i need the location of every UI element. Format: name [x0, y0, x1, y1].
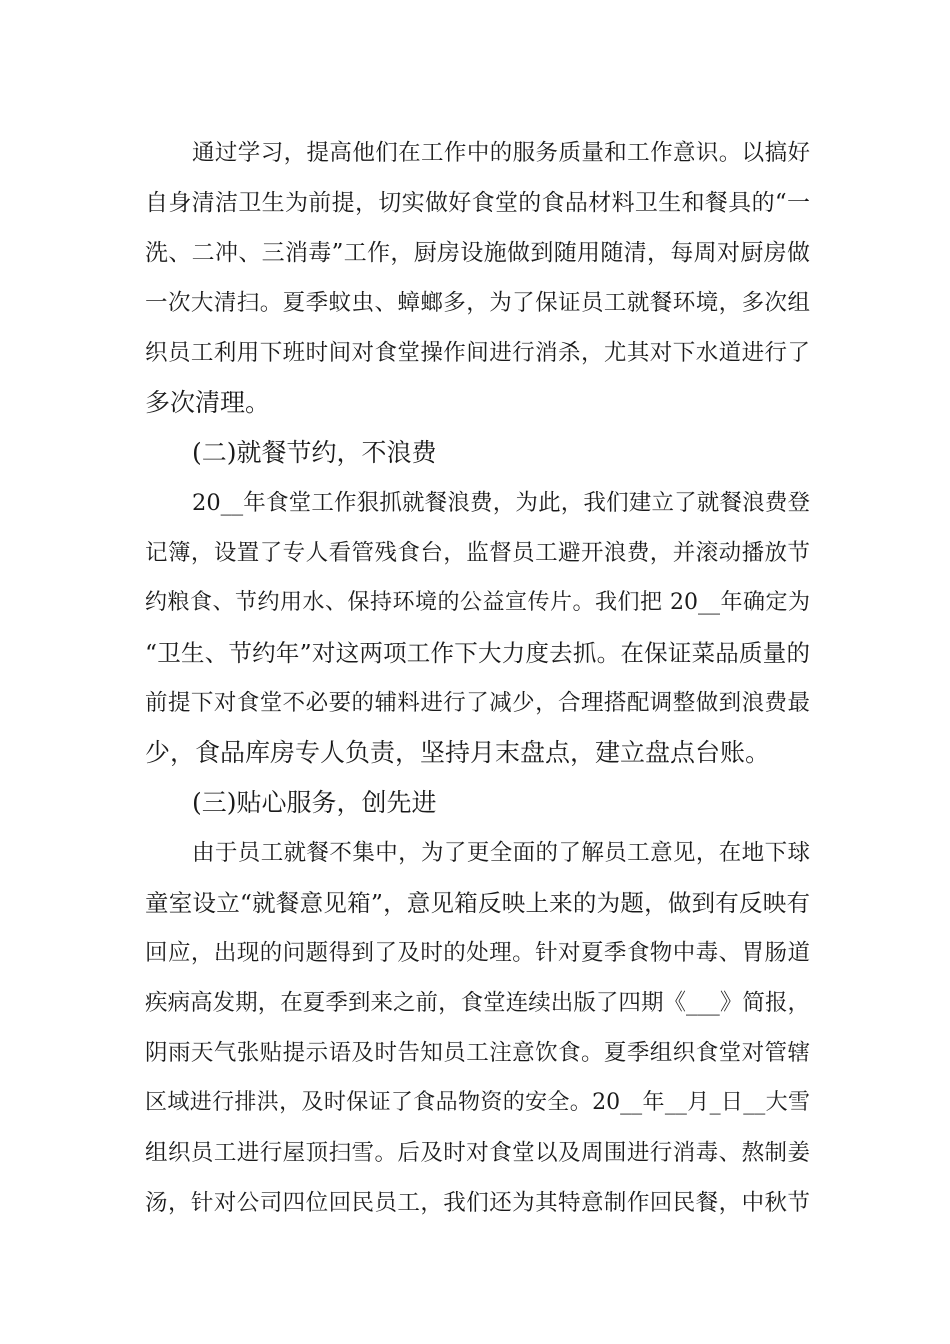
paragraph-1-line-3: 洗、二冲、三消毒”工作，厨房设施做到随用随清，每周对厨房做	[145, 240, 810, 266]
paragraph-2-line-6: 少，食品库房专人负责，坚持月末盘点，建立盘点台账。	[145, 738, 771, 767]
paragraph-1-line-6: 多次清理。	[145, 388, 271, 417]
paragraph-1-line-2: 自身清洁卫生为前提，切实做好食堂的食品材料卫生和餐具的“一	[145, 190, 810, 216]
paragraph-2-line-1: 20__年食堂工作狠抓就餐浪费，为此，我们建立了就餐浪费登	[192, 490, 810, 516]
paragraph-3-line-8: 汤，针对公司四位回民员工，我们还为其特意制作回民餐，中秋节	[145, 1190, 810, 1216]
paragraph-2-line-5: 前提下对食堂不必要的辅料进行了减少，合理搭配调整做到浪费最	[145, 690, 810, 716]
paragraph-2-line-4: “卫生、节约年”对这两项工作下大力度去抓。在保证菜品质量的	[145, 639, 810, 667]
section-heading-3: (三)贴心服务，创先进	[192, 788, 437, 817]
paragraph-1-line-4: 一次大清扫。夏季蚊虫、蟑螂多，为了保证员工就餐环境，多次组	[145, 290, 810, 316]
paragraph-3-line-7: 组织员工进行屋顶扫雪。后及时对食堂以及周围进行消毒、熬制姜	[145, 1140, 810, 1166]
paragraph-3-line-6: 区域进行排洪，及时保证了食品物资的安全。20__年__月_日__大雪	[145, 1090, 810, 1115]
paragraph-3-line-3: 回应，出现的问题得到了及时的处理。针对夏季食物中毒、胃肠道	[145, 940, 810, 966]
paragraph-3-line-1: 由于员工就餐不集中，为了更全面的了解员工意见，在地下球	[192, 840, 810, 866]
paragraph-3-line-2: 童室设立“就餐意见箱”，意见箱反映上来的为题，做到有反映有	[145, 889, 810, 917]
paragraph-1-line-1: 通过学习，提高他们在工作中的服务质量和工作意识。以搞好	[192, 140, 810, 166]
paragraph-2-line-3: 约粮食、节约用水、保持环境的公益宣传片。我们把 20__年确定为	[145, 590, 810, 615]
paragraph-1-line-5: 织员工利用下班时间对食堂操作间进行消杀，尤其对下水道进行了	[145, 340, 810, 366]
section-heading-2: (二)就餐节约，不浪费	[192, 438, 437, 467]
paragraph-3-line-4: 疾病高发期，在夏季到来之前，食堂连续出版了四期《___》简报，	[145, 990, 810, 1016]
paragraph-3-line-5: 阴雨天气张贴提示语及时告知员工注意饮食。夏季组织食堂对管辖	[145, 1040, 810, 1066]
paragraph-2-line-2: 记簿，设置了专人看管残食台，监督员工避开浪费，并滚动播放节	[145, 540, 810, 566]
